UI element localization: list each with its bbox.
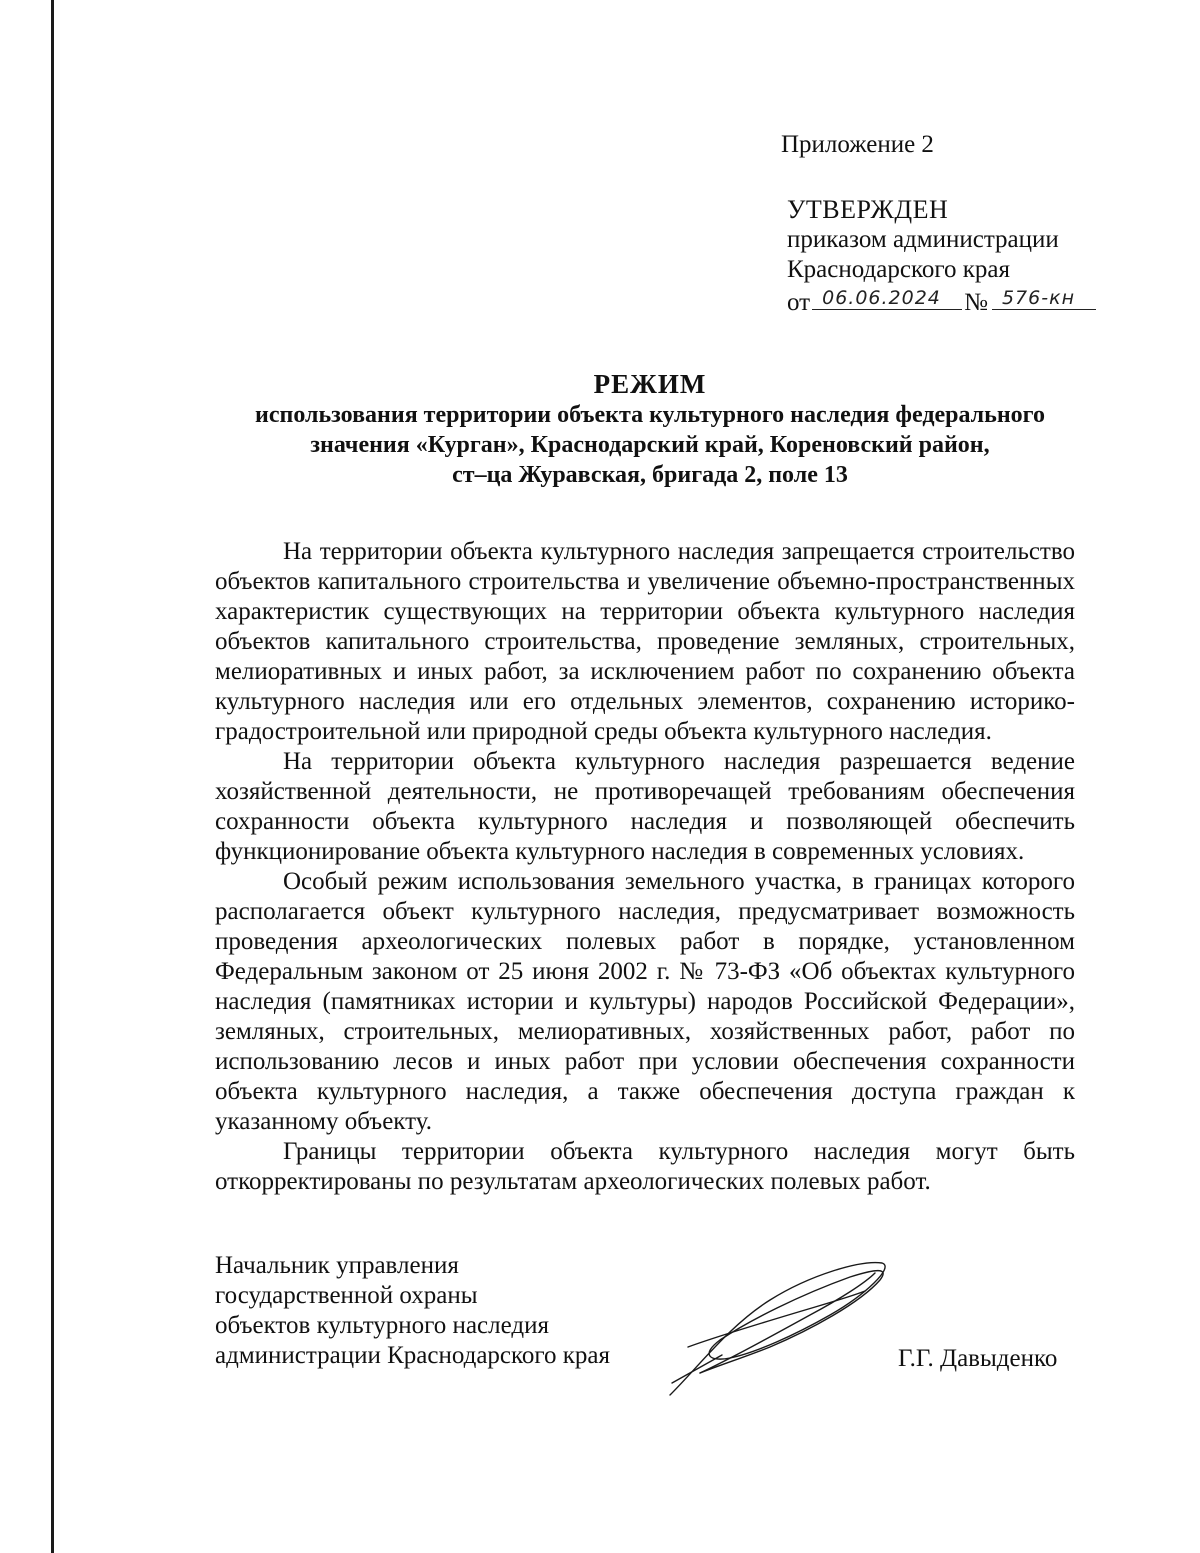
title-line-1: использования территории объекта культурного наследия федерального [255,402,1045,428]
position-line-2: государственной охраны [215,1282,478,1309]
approved-by-line-1: приказом администрации [787,226,1059,253]
document-title [150,368,1150,490]
order-number-sign: № [964,289,988,316]
signatory-position [215,1251,610,1371]
approved-by-line-2: Краснодарского края [787,256,1010,283]
title-main: РЕЖИМ [593,369,707,399]
order-prefix: от [787,289,811,316]
paragraph-4: Границы территории объекта культурного наследия могут быть откорректированы по результатам археологических полевых работ. [215,1138,1075,1195]
paragraph-3: Особый режим использования земельного участка, в границах которого располагается объект культурного наследия, предусматривает возможность проведения археологических полевых работ в порядке, установленном Федеральным законом от 25 июня 2002 г. № 73-ФЗ «Об объектах культурного наследия (памятниках истории и культуры) народов Российской Федерации», земляных, строительных, мелиоративных, хозяйственных работ, работ по использованию лесов и иных работ при условии обеспечения сохранности объекта культурного наследия, а также обеспечения доступа граждан к указанному объекту. [215,868,1075,1135]
title-line-3: ст–ца Журавская, бригада 2, поле 13 [452,462,848,488]
paragraph-1: На территории объекта культурного наследия запрещается строительство объектов капитального строительства и увеличение объемно-пространственных характеристик существующих на территории объекта культурного наследия объектов капитального строительства, проведение земляных, строительных, мелиоративных и иных работ, за исключением работ по сохранению объекта культурного наследия или его отдельных элементов, сохранению историко-градостроительной или природной среды объекта культурного наследия. [215,538,1075,745]
position-line-1: Начальник управления [215,1252,459,1279]
approval-block [787,195,1096,318]
order-date: 06.06.2024 [822,287,941,309]
paragraph-2: На территории объекта культурного наследия разрешается ведение хозяйственной деятельности, не противоречащей требованиям обеспечения сохранности объекта культурного наследия и позволяющей обеспечить функционирование объекта культурного наследия в современных условиях. [215,748,1075,865]
position-line-3: объектов культурного наследия [215,1312,549,1339]
order-line [787,285,1096,318]
page-margin-line [51,0,54,1553]
document-body [215,537,1075,1197]
order-number-field [992,285,1096,310]
position-line-4: администрации Краснодарского края [215,1342,611,1369]
order-date-field [812,285,962,310]
handwritten-signature-icon [660,1255,900,1405]
order-number: 576-кн [1001,287,1075,309]
title-line-2: значения «Курган», Краснодарский край, Кореновский район, [310,432,990,458]
approved-title: УТВЕРЖДЕН [787,195,949,224]
appendix-label: Приложение 2 [781,131,934,158]
signer-name: Г.Г. Давыденко [898,1345,1058,1372]
